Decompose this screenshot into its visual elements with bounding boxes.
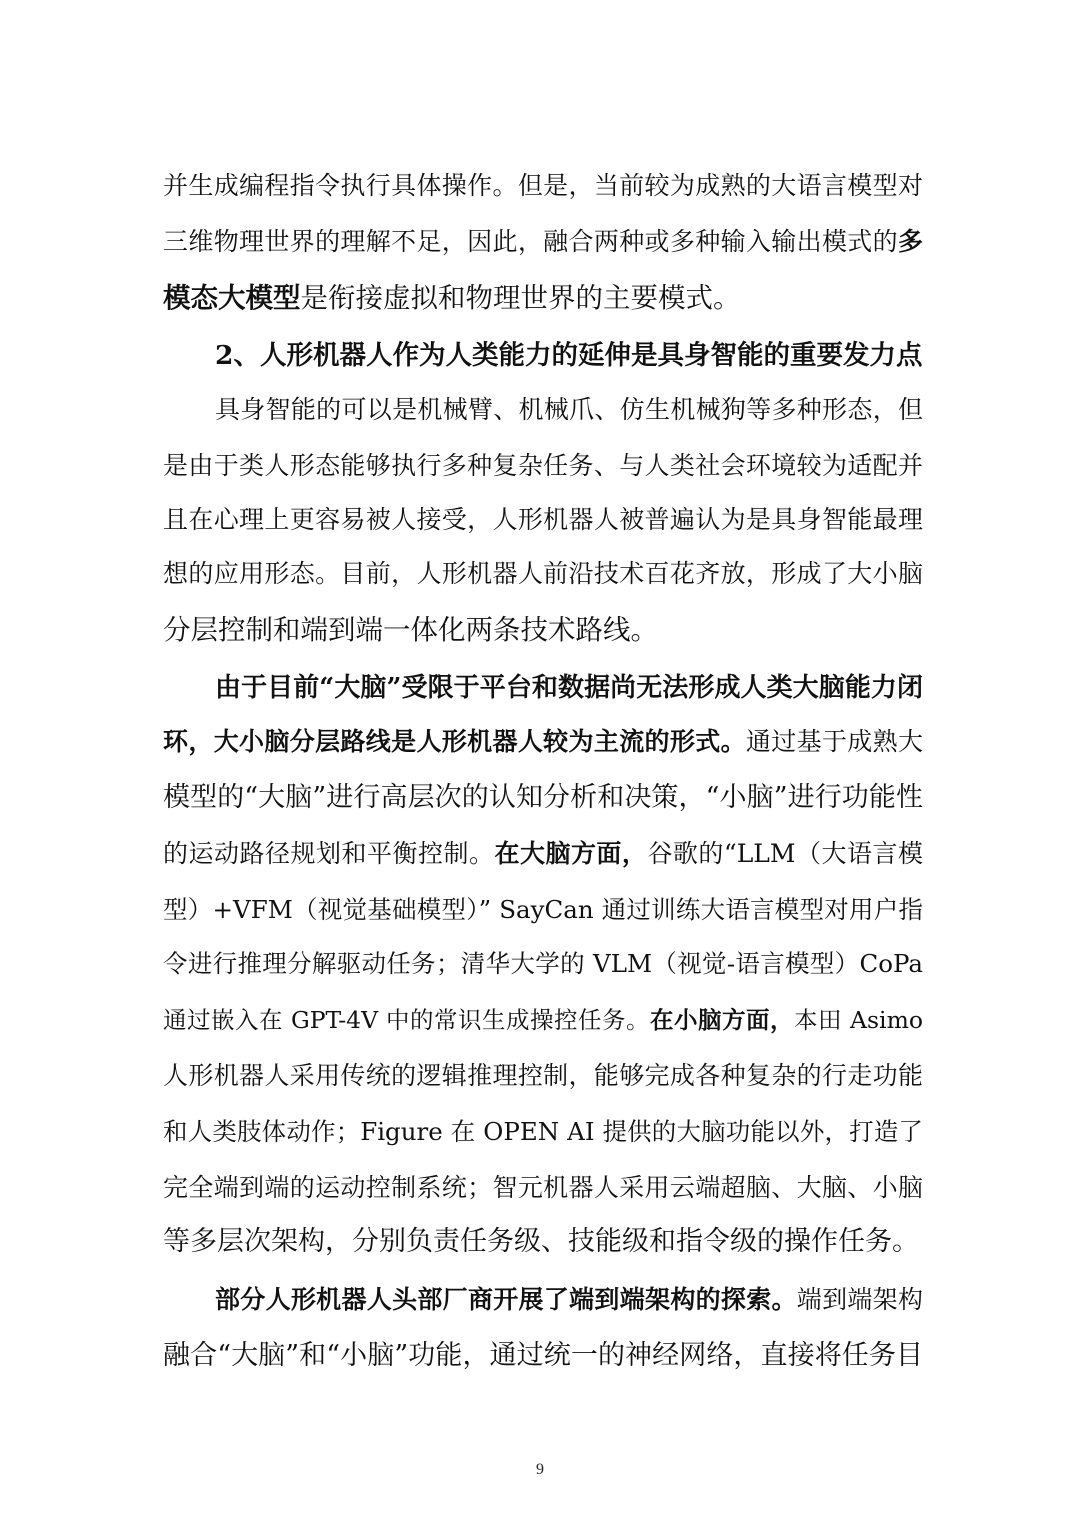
- body-line: [163, 722, 923, 762]
- bold-text-run: 环，大小脑分层路线是人形机器人较为主流的形式。: [163, 727, 746, 756]
- text-run: 端到端架构: [796, 1285, 923, 1314]
- text-run: 的运动路径规划和平衡控制。: [163, 839, 495, 868]
- text-run: 型）+VFM（视觉基础模型）” SayCan 通过训练大语言模型对用户指: [163, 895, 923, 924]
- text-run: 本田 Asimo: [794, 1006, 923, 1034]
- body-line: [215, 668, 923, 708]
- bold-text-run: 由于目前“大脑”受限于平台和数据尚无法形成人类大脑能力闭: [215, 673, 923, 703]
- body-line: [163, 500, 923, 540]
- text-run: 完全端到端的运动控制系统；智元机器人采用云端超脑、大脑、小脑: [163, 1173, 923, 1202]
- text-run: 是衔接虚拟和物理世界的主要模式。: [300, 282, 741, 314]
- section-heading: [215, 336, 923, 376]
- body-line: [163, 1336, 923, 1376]
- text-run: 三维物理世界的理解不足，因此，融合两种或多种输入输出模式的: [163, 227, 898, 256]
- text-run: 分层控制和端到端一体化两条技术路线。: [163, 614, 658, 646]
- body-line: [163, 1222, 923, 1262]
- text-run: 通过基于成熟大: [745, 727, 923, 756]
- body-line: [163, 278, 923, 318]
- text-run: 谷歌的“LLM（大语言模: [647, 839, 923, 868]
- body-line: [163, 1056, 923, 1096]
- text-run: 令进行推理分解驱动任务；清华大学的 VLM（视觉-语言模型）CoPa: [163, 949, 923, 978]
- text-run: 是由于类人形态能够执行多种复杂任务、与人类社会环境较为适配并: [163, 451, 923, 480]
- bold-text-run: 多: [897, 227, 923, 256]
- text-run: 通过嵌入在 GPT-4V 中的常识生成操控任务。: [163, 1006, 651, 1034]
- bold-text-run: 部分人形机器人头部厂商开展了端到端架构的探索。: [215, 1285, 797, 1314]
- body-line: [163, 778, 923, 818]
- bold-text-run: 在大脑方面，: [494, 839, 648, 868]
- text-run: 等多层次架构，分别负责任务级、技能级和指令级的操作任务。: [163, 1226, 919, 1257]
- body-line: [163, 1168, 923, 1208]
- bold-text-run: 2、人形机器人作为人类能力的延伸是具身智能的重要发力点: [215, 340, 923, 371]
- text-run: 模型的“大脑”进行高层次的认知分析和决策，“小脑”进行功能性: [163, 782, 923, 813]
- body-line: [163, 1000, 923, 1040]
- body-line: [163, 1112, 923, 1152]
- text-run: 融合“大脑”和“小脑”功能，通过统一的神经网络，直接将任务目: [163, 1340, 923, 1371]
- text-run: 并生成编程指令执行具体操作。但是，当前较为成熟的大语言模型对: [163, 171, 923, 200]
- body-line: [163, 554, 923, 594]
- body-line: [163, 446, 923, 486]
- body-line: [163, 610, 923, 650]
- body-line: [215, 1280, 923, 1320]
- text-run: 且在心理上更容易被人接受，人形机器人被普遍认为是具身智能最理: [163, 505, 923, 534]
- text-run: 具身智能的可以是机械臂、机械爪、仿生机械狗等多种形态，但: [215, 395, 923, 424]
- bold-text-run: 模态大模型: [163, 282, 301, 314]
- body-line: [163, 166, 923, 206]
- body-line: [163, 890, 923, 930]
- body-line: [215, 390, 923, 430]
- bold-text-run: 在小脑方面，: [650, 1006, 795, 1034]
- body-line: [163, 222, 923, 262]
- body-line: [163, 944, 923, 984]
- text-run: 人形机器人采用传统的逻辑推理控制，能够完成各种复杂的行走功能: [163, 1061, 923, 1090]
- text-run: 想的应用形态。目前，人形机器人前沿技术百花齐放，形成了大小脑: [163, 559, 923, 588]
- body-line: [163, 834, 923, 874]
- text-run: 和人类肢体动作；Figure 在 OPEN AI 提供的大脑功能以外，打造了: [163, 1117, 923, 1146]
- page-number: 9: [536, 1461, 544, 1478]
